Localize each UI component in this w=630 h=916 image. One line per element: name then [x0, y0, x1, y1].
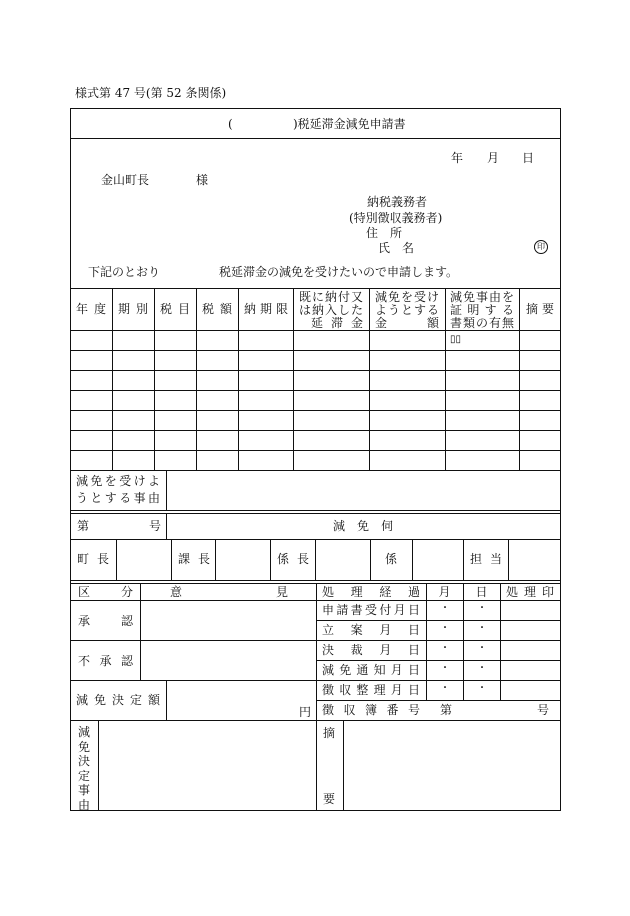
- column-header-request-line1: 減免を受け: [375, 290, 439, 304]
- date-separator: ・: [477, 603, 487, 614]
- column-header-proof-line1: 減免事由を: [450, 290, 514, 304]
- date-year-label: 年: [451, 151, 464, 165]
- approval-number-prefix: 第: [77, 519, 90, 533]
- decision-col-seal: 処理印: [506, 585, 554, 599]
- ledger-number-prefix: 第: [440, 703, 453, 717]
- applicant-role: 納税義務者: [367, 195, 428, 209]
- column-header-request-line2: ようとする: [375, 303, 439, 317]
- date-separator: ・: [440, 683, 450, 694]
- column-header-year: 年度: [76, 302, 106, 316]
- process-step-draft: 立案月日: [322, 623, 420, 637]
- row-mark: ▯▯: [450, 334, 462, 345]
- column-header-request-line3: 金額: [375, 316, 439, 330]
- date-separator: ・: [477, 663, 487, 674]
- ledger-number-label: 徴収簿番号: [322, 703, 420, 717]
- address-label: 住 所: [366, 226, 403, 240]
- decision-col-category: 区分: [78, 585, 133, 599]
- column-header-proof-line2: 証明する: [450, 303, 514, 317]
- column-header-paid-line1: 既に納付又: [299, 290, 363, 304]
- stamp-label-mayor: 町長: [77, 552, 109, 566]
- decision-col-month: 月: [438, 585, 451, 599]
- date-separator: ・: [477, 623, 487, 634]
- form-number: 様式第 47 号(第 52 条関係): [75, 86, 227, 100]
- column-header-due-date: 納期限: [244, 302, 288, 316]
- decision-col-opinion: 意見: [170, 585, 288, 599]
- reason-label-line2: うとする事由: [76, 491, 160, 505]
- date-separator: ・: [477, 643, 487, 654]
- reason-label-line1: 減免を受けよ: [76, 474, 160, 488]
- statement-body: 税延滞金の減免を受けたいので申請します。: [219, 265, 459, 279]
- process-step-notice: 減免通知月日: [322, 663, 420, 677]
- ledger-number-suffix: 号: [537, 703, 550, 717]
- column-header-paid-line3: 延滞金: [311, 316, 363, 330]
- addressee-honorific: 様: [196, 173, 209, 187]
- date-month-label: 月: [487, 151, 500, 165]
- decision-col-process: 処理経過: [322, 585, 420, 599]
- process-step-receipt: 申請書受付月日: [322, 603, 420, 617]
- title-open-paren: (: [228, 117, 233, 131]
- date-separator: ・: [440, 623, 450, 634]
- decision-approved-label: 承認: [78, 614, 133, 628]
- stamp-label-in-charge: 担当: [470, 552, 502, 566]
- column-header-paid-line2: は納入した: [299, 303, 363, 317]
- decision-col-day: 日: [475, 585, 488, 599]
- approval-heading: 減 免 伺: [332, 519, 393, 533]
- date-separator: ・: [477, 683, 487, 694]
- page-title: )税延滞金減免申請書: [293, 117, 406, 131]
- column-header-tax-amount: 税額: [202, 302, 232, 316]
- date-separator: ・: [440, 643, 450, 654]
- statement-prefix: 下記のとおり: [88, 265, 161, 279]
- seal-mark: 印: [534, 240, 548, 254]
- applicant-role-alt: (特別徴収義務者): [349, 211, 443, 225]
- decision-amount-unit: 円: [299, 705, 312, 719]
- date-day-label: 日: [522, 151, 535, 165]
- column-header-proof-line3: 書類の有無: [450, 316, 514, 330]
- approval-number-suffix: 号: [149, 519, 162, 533]
- stamp-label-staff: 係: [384, 552, 397, 566]
- column-header-period: 期別: [118, 302, 148, 316]
- decision-reason-vertical-label: 減免決定事由: [77, 725, 90, 812]
- remarks-label-top: 摘: [323, 726, 336, 740]
- remarks-label-bottom: 要: [323, 792, 336, 806]
- stamp-label-section-chief: 課長: [178, 552, 210, 566]
- decision-amount-label: 減免決定額: [76, 693, 160, 707]
- date-separator: ・: [440, 663, 450, 674]
- stamp-label-unit-chief: 係長: [277, 552, 309, 566]
- process-step-collection: 徴収整理月日: [322, 683, 420, 697]
- addressee: 金山町長: [101, 173, 150, 187]
- decision-not-approved-label: 不承認: [78, 654, 133, 668]
- name-label: 氏 名: [378, 241, 415, 255]
- column-header-tax-item: 税目: [160, 302, 190, 316]
- process-step-decision: 決裁月日: [322, 643, 420, 657]
- column-header-remarks: 摘要: [526, 302, 554, 316]
- date-separator: ・: [440, 603, 450, 614]
